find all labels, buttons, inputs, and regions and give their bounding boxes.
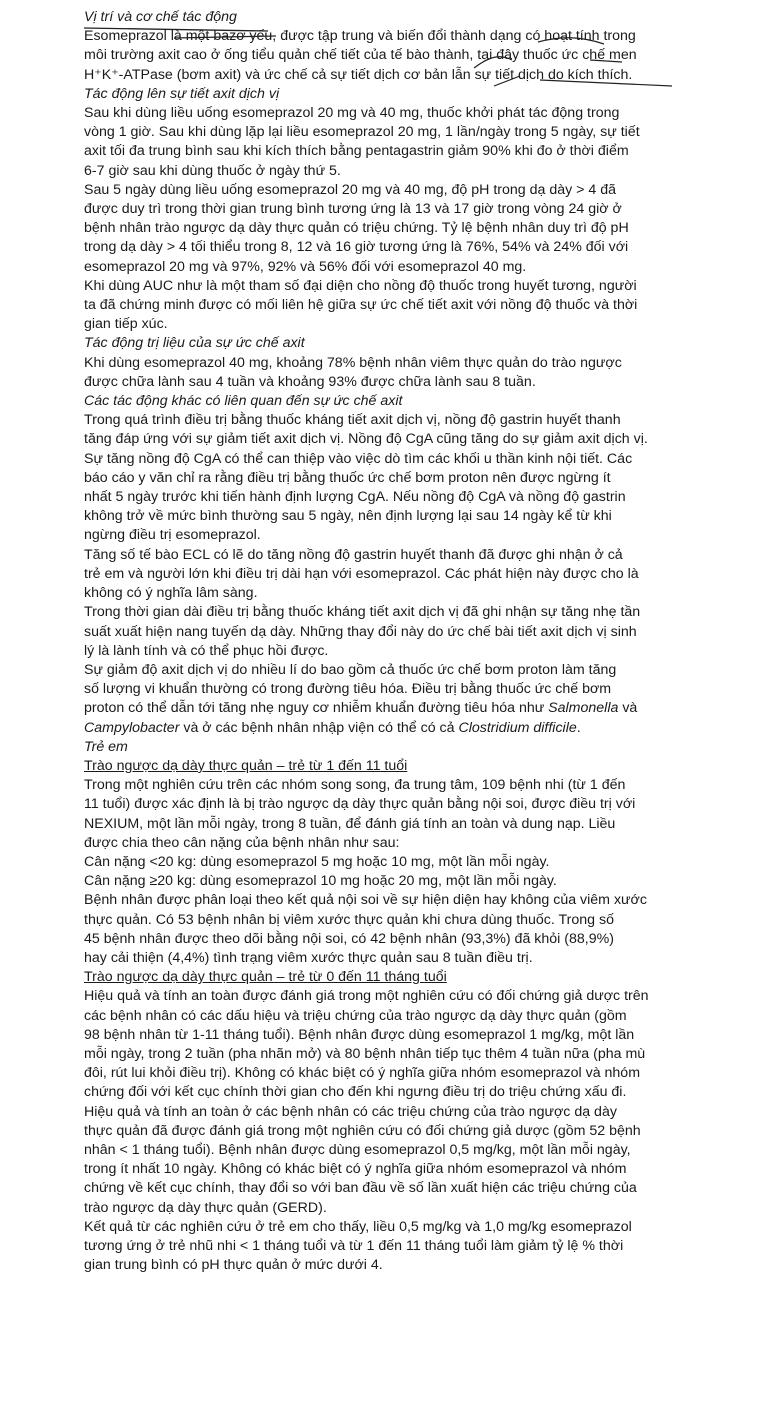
text-line: 45 bệnh nhân được theo dõi bằng nội soi, có 42 bệnh nhân (93,3%) đã khỏi (88,9%) [84, 930, 614, 947]
text-line: các bệnh nhân có các dấu hiệu và triệu chứng của trào ngược dạ dày thực quản (gồm [84, 1007, 627, 1024]
text-line: bệnh nhân trào ngược dạ dày thực quản có triệu chứng. Tỷ lệ bệnh nhân duy trì độ pH [84, 220, 629, 237]
text-line: số lượng vi khuẩn thường có trong đường tiêu hóa. Điều trị bằng thuốc ức chế bơm [84, 681, 612, 698]
text-line: ta đã chứng minh được có mối liên hệ giữa sự ức chế tiết axit với nồng độ thuốc và thời [84, 297, 638, 314]
text-line: Khi dùng esomeprazol 40 mg, khoảng 78% bệnh nhân viêm thực quản do trào ngược [84, 354, 622, 371]
text-line: Sau 5 ngày dùng liều uống esomeprazol 20 mg và 40 mg, độ pH trong dạ dày > 4 đã [84, 181, 616, 198]
text-line: Hiệu quả và tính an toàn được đánh giá trong một nghiên cứu có đối chứng giả dược trên [84, 988, 649, 1005]
text-line: trẻ em và người lớn khi điều trị dài hạn với esomeprazol. Các phát hiện này được cho là [84, 565, 639, 582]
text-line: chứng về kết cục chính, thay đổi so với ban đầu về số lần xuất hiện các triệu chứng của [84, 1180, 637, 1197]
text-line: H⁺K⁺-ATPase (bơm axit) và ức chế cả sự tiết dịch cơ bản lẫn sự tiết dịch do kích thích. [84, 66, 633, 83]
text-line: nhất 5 ngày trước khi tiến hành định lượng CgA. Nếu nồng độ CgA và nồng độ gastrin [84, 489, 626, 506]
text-line: 98 bệnh nhân từ 1-11 tháng tuổi). Bệnh nhân được dùng esomeprazol 1 mg/kg, một lần [84, 1026, 635, 1043]
text-line: đôi, rút lui khỏi điều trị). Không có khác biệt có ý nghĩa giữa nhóm esomeprazol và nhóm [84, 1065, 641, 1082]
text-line: Cân nặng <20 kg: dùng esomeprazol 5 mg hoặc 10 mg, một lần mỗi ngày. [84, 853, 550, 870]
text-line: tăng đáp ứng với sự giảm tiết axit dịch vị. Nồng độ CgA cũng tăng do sự giảm axit dịch vị. [84, 431, 648, 448]
text-line: báo cáo y văn chỉ ra rằng điều trị bằng thuốc ức chế bơm proton nên được ngừng ít [84, 469, 611, 486]
text-line: Hiệu quả và tính an toàn ở các bệnh nhân có các triệu chứng của trào ngược dạ dày [84, 1103, 617, 1120]
section-heading: Tác động trị liệu của sự ức chế axit [84, 335, 305, 352]
text-line: suất xuất hiện nang tuyến dạ dày. Những thay đổi này do ức chế bài tiết axit dịch vị sinh [84, 623, 637, 640]
text-line: 11 tuổi) được xác định là bị trào ngược dạ dày thực quản bằng nội soi, được điều trị với [84, 796, 636, 813]
section-heading: Tác động lên sự tiết axit dịch vị [84, 85, 280, 102]
text-line: chứng đối với kết cục chính thời gian cho đến khi ngưng điều trị do triệu chứng xấu đi. [84, 1084, 627, 1101]
text-line: Sự giảm độ axit dịch vị do nhiều lí do bao gồm cả thuốc ức chế bơm proton làm tăng [84, 661, 617, 678]
text-line: trong dạ dày > 4 tối thiểu trong 8, 12 và 16 giờ tương ứng là 76%, 54% và 24% đối với [84, 239, 629, 256]
text-line: Kết quả từ các nghiên cứu ở trẻ em cho thấy, liều 0,5 mg/kg và 1,0 mg/kg esomeprazol [84, 1218, 632, 1235]
section-heading: Các tác động khác có liên quan đến sự ức chế axit [84, 393, 403, 410]
text-line [84, 719, 756, 738]
text-line: không có ý nghĩa lâm sàng. [84, 585, 258, 602]
text-line: Esomeprazol là một bazơ yếu, được tập trung và biến đổi thành dạng có hoạt tính trong [84, 28, 636, 45]
text-line: môi trường axit cao ở ống tiểu quản chế tiết của tế bào thành, tại đây thuốc ức chế men [84, 47, 637, 64]
text-line: trong ít nhất 10 ngày. Không có khác biệt có ý nghĩa giữa nhóm esomeprazol và nhóm [84, 1161, 627, 1178]
text-line: axit tối đa trung bình sau khi kích thích bằng pentagastrin giảm 90% khi đo ở thời điểm [84, 143, 629, 160]
text-line: được duy trì trong thời gian trung bình tương ứng là 13 và 17 giờ trong vòng 24 giờ ở [84, 201, 622, 218]
text-line: vòng 1 giờ. Sau khi dùng lặp lại liều esomeprazol 20 mg, 1 lần/ngày trong 5 ngày, sự tiết [84, 124, 640, 141]
subsection-heading: Trào ngược dạ dày thực quản – trẻ từ 0 đến 11 tháng tuổi [84, 969, 447, 986]
text-line: nhân < 1 tháng tuổi). Bệnh nhân được dùng esomeprazol 0,5 mg/kg, một lần mỗi ngày, [84, 1141, 631, 1158]
text-fragment: và ở các bệnh nhân nhập viện có thể có cả [179, 719, 459, 736]
text-fragment: proton có thể dẫn tới tăng nhẹ nguy cơ nhiễm khuẩn đường tiêu hóa như [84, 700, 549, 717]
text-line: Khi dùng AUC như là một tham số đại diện cho nồng độ thuốc trong huyết tương, người [84, 277, 637, 294]
subsection-heading: Trào ngược dạ dày thực quản – trẻ từ 1 đến 11 tuổi [84, 757, 408, 774]
section-heading: Trẻ em [84, 738, 128, 755]
text-line: hay cải thiện (4,4%) tình trạng viêm xước thực quản sau 8 tuần điều trị. [84, 949, 533, 966]
text-line: Bệnh nhân được phân loại theo kết quả nội soi về sự hiện diện hay không của viêm xước [84, 892, 647, 909]
italic-term: Clostridium difficile [458, 719, 577, 736]
text-line: 6-7 giờ sau khi dùng thuốc ở ngày thứ 5. [84, 162, 341, 179]
text-line: lý là lành tính và có thể phục hồi được. [84, 642, 329, 659]
text-line: ngừng điều trị esomeprazol. [84, 527, 261, 544]
text-line: thực quản đã được đánh giá trong một nghiên cứu có đối chứng giả dược (gồm 52 bệnh [84, 1122, 641, 1139]
text-line: được chia theo cân nặng của bệnh nhân như sau: [84, 834, 400, 851]
text-line: Sau khi dùng liều uống esomeprazol 20 mg và 40 mg, thuốc khởi phát tác động trong [84, 105, 620, 122]
text-line: NEXIUM, một lần mỗi ngày, trong 8 tuần, để đánh giá tính an toàn và dung nạp. Liều [84, 815, 616, 832]
text-line: Trong một nghiên cứu trên các nhóm song song, đa trung tâm, 109 bệnh nhi (từ 1 đến [84, 777, 626, 794]
text-line: tương ứng ở trẻ nhũ nhi < 1 tháng tuổi và từ 1 đến 11 tháng tuổi làm giảm tỷ lệ % thời [84, 1238, 624, 1254]
text-line: esomeprazol 20 mg và 97%, 92% và 56% đối với esomeprazol 40 mg. [84, 258, 527, 275]
text-line: Cân nặng ≥20 kg: dùng esomeprazol 10 mg hoặc 20 mg, một lần mỗi ngày. [84, 873, 557, 890]
text-line: Trong thời gian dài điều trị bằng thuốc kháng tiết axit dịch vị đã ghi nhận sự tăng nhẹ tần [84, 604, 641, 621]
text-line [84, 699, 756, 718]
section-heading: Vị trí và cơ chế tác động [84, 9, 237, 25]
text-line: không trở về mức bình thường sau 5 ngày, nên định lượng lại sau 14 ngày kể từ khi [84, 508, 612, 525]
text-line: Trong quá trình điều trị bằng thuốc kháng tiết axit dịch vị, nồng độ gastrin huyết thanh [84, 412, 621, 429]
text-line: được chữa lành sau 4 tuần và khoảng 93% được chữa lành sau 8 tuần. [84, 373, 536, 390]
italic-term: Campylobacter [84, 719, 180, 736]
text-line: thực quản. Có 53 bệnh nhân bị viêm xước thực quản khi chưa dùng thuốc. Trong số [84, 911, 614, 928]
text-line: gian trung bình có pH thực quản ở mức dưới 4. [84, 1257, 383, 1274]
text-line: Tăng số tế bào ECL có lẽ do tăng nồng độ gastrin huyết thanh đã được ghi nhận ở cả [84, 546, 623, 563]
text-line: Sự tăng nồng độ CgA có thể can thiệp vào việc dò tìm các khối u thần kinh nội tiết. Các [84, 450, 633, 467]
text-line: mỗi ngày, trong 2 tuần (pha nhãn mở) và 80 bệnh nhân tiếp tục thêm 4 tuần nữa (pha mù [84, 1045, 646, 1062]
text-line: gian tiếp xúc. [84, 316, 168, 333]
italic-term: Salmonella [548, 700, 619, 717]
document-body [84, 8, 756, 1275]
text-line: trào ngược dạ dày thực quản (GERD). [84, 1199, 327, 1216]
text-fragment: và [622, 700, 638, 717]
text-fragment: . [576, 719, 581, 736]
